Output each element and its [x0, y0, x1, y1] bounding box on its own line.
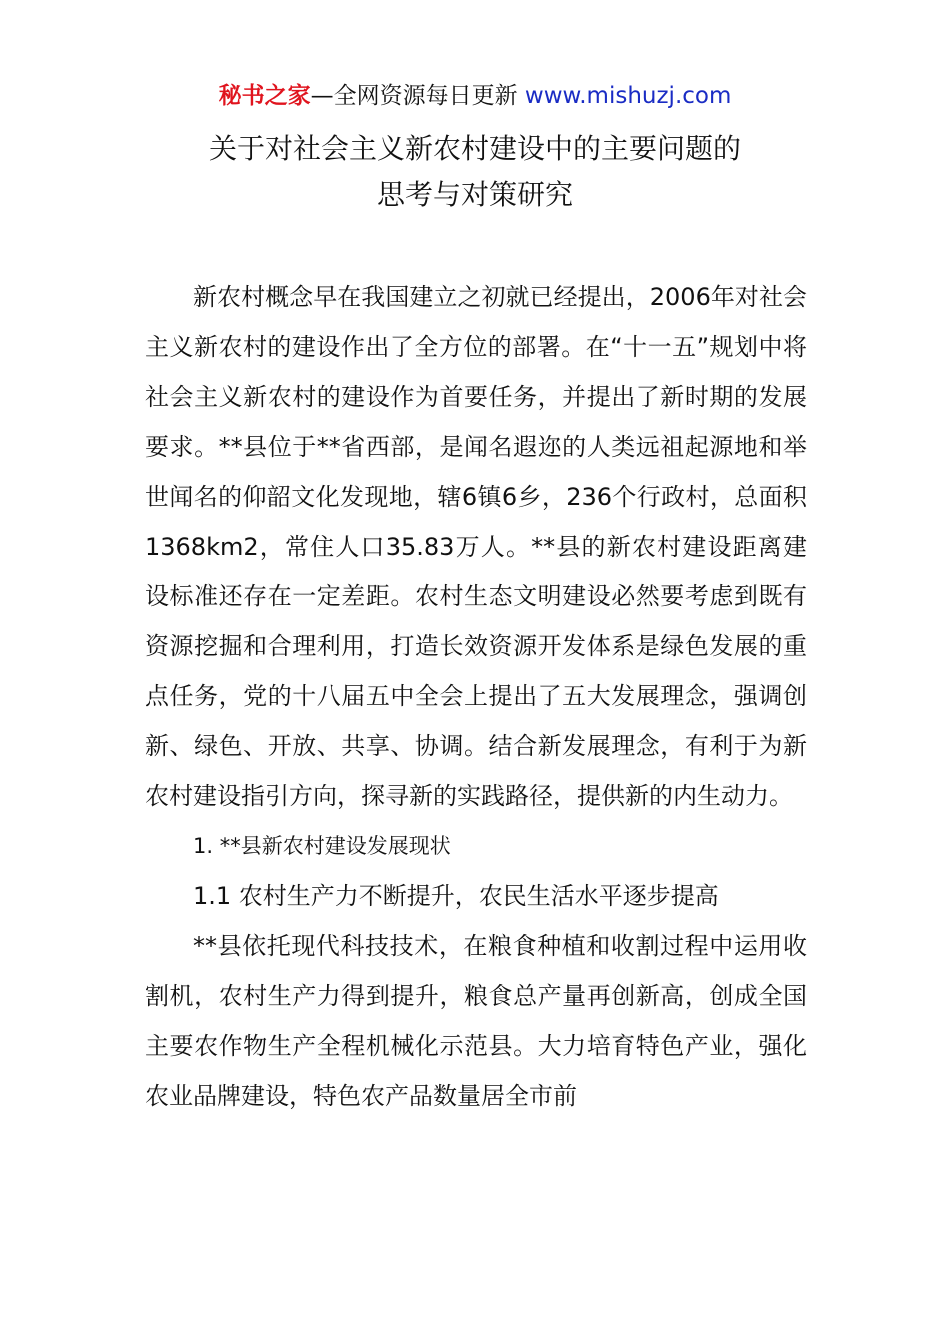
document-title-line-1: 关于对社会主义新农村建设中的主要问题的: [208, 132, 741, 165]
section-1-heading: 1. **县新农村建设发展现状: [193, 833, 451, 858]
section-1-1-heading: 1.1 农村生产力不断提升，农民生活水平逐步提高: [193, 881, 719, 910]
document-title: [0, 126, 950, 218]
intro-paragraph: 新农村概念早在我国建立之初就已经提出，2006年对社会主义新农村的建设作出了全方位的部署。在“十一五”规划中将社会主义新农村的建设作为首要任务，并提出了新时期的发展要求。**县位于**省西部，是闻名遐迩的人类远祖起源地和举世闻名的仰韶文化发现地，辖6镇6乡，236个行政村，总面积1368km2，常住人口35.83万人。**县的新农村建设距离建设标准还存在一定差距。农村生态文明建设必然要考虑到既有资源挖掘和合理利用，打造长效资源开发体系是绿色发展的重点任务，党的十八届五中全会上提出了五大发展理念，强调创新、绿色、开放、共享、协调。结合新发展理念，有利于为新农村建设指引方向，探寻新的实践路径，提供新的内生动力。: [145, 283, 807, 811]
document-title-line-2: 思考与对策研究: [376, 178, 573, 211]
site-slogan: —全网资源每日更新: [310, 83, 525, 109]
section-1-1-paragraph: **县依托现代科技技术，在粮食种植和收割过程中运用收割机，农村生产力得到提升，粮食总产量再创新高，创成全国主要农作物生产全程机械化示范县。大力培育特色产业，强化农业品牌建设，特色农产品数量居全市前: [145, 931, 807, 1110]
document-body: [145, 273, 807, 1121]
site-brand: 秘书之家: [218, 83, 311, 109]
site-header: [0, 80, 950, 112]
site-url-link[interactable]: www.mishuzj.com: [524, 83, 732, 109]
